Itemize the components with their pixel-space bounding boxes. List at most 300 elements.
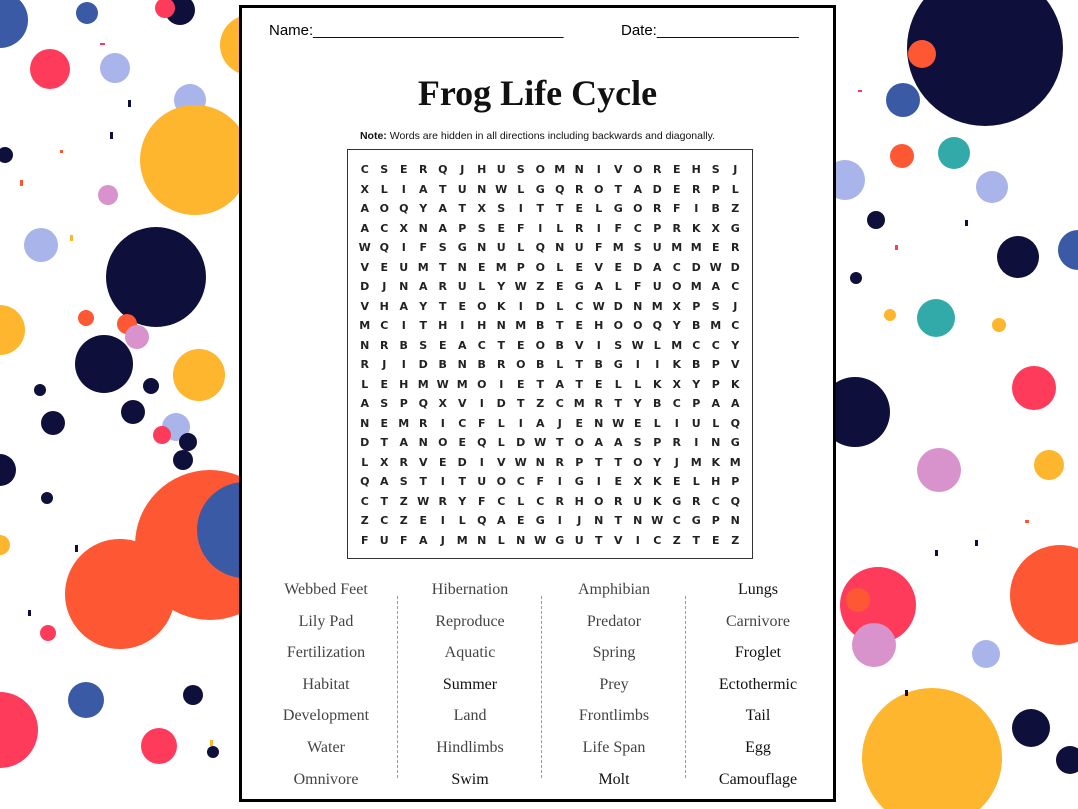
grid-letter: N (633, 299, 643, 313)
grid-letter: L (458, 514, 466, 527)
grid-letter: E (575, 260, 583, 274)
word-bank-column (254, 574, 398, 795)
grid-row (355, 511, 745, 530)
grid-letter: C (653, 533, 662, 547)
grid-letter: R (419, 163, 428, 176)
grid-letter: F (536, 475, 544, 488)
grid-letter: L (634, 377, 642, 391)
grid-row (355, 258, 745, 277)
grid-letter: T (497, 338, 505, 352)
grid-letter: R (555, 455, 564, 469)
grid-letter: T (555, 436, 564, 449)
grid-letter: J (733, 163, 738, 176)
grid-letter: F (399, 533, 408, 547)
grid-letter: T (438, 260, 447, 274)
grid-letter: W (358, 241, 371, 254)
grid-letter: C (360, 494, 369, 508)
grid-letter: Q (418, 397, 428, 410)
word-bank-item: Spring (592, 644, 636, 662)
grid-letter: A (711, 397, 720, 410)
grid-letter: E (458, 436, 466, 449)
grid-letter: K (711, 455, 721, 469)
word-bank-item: Aquatic (444, 644, 496, 662)
grid-letter: V (457, 397, 467, 410)
grid-letter: K (652, 475, 662, 488)
grid-letter: X (360, 182, 369, 196)
grid-letter: M (417, 377, 429, 391)
grid-letter: C (672, 514, 681, 527)
grid-letter: Y (653, 455, 662, 469)
grid-letter: F (360, 533, 369, 547)
grid-letter: S (516, 163, 525, 176)
grid-letter: D (613, 299, 623, 313)
grid-letter: F (633, 280, 642, 293)
grid-letter: J (557, 416, 562, 430)
grid-letter: E (380, 416, 388, 430)
word-bank-item: Carnivore (726, 612, 790, 630)
word-bank-item: Fertilization (286, 644, 366, 662)
grid-letter: V (418, 455, 428, 469)
grid-letter: I (401, 241, 406, 254)
grid-letter: W (417, 494, 430, 508)
grid-letter: J (440, 533, 445, 547)
grid-row (355, 472, 745, 491)
word-bank-item: Egg (745, 738, 771, 756)
grid-letter: F (516, 221, 525, 235)
grid-row (355, 531, 745, 550)
grid-letter: E (516, 338, 525, 352)
grid-letter: I (655, 358, 660, 371)
grid-letter: E (594, 377, 603, 391)
grid-letter: N (730, 514, 740, 527)
word-bank-item: Froglet (734, 644, 782, 662)
grid-letter: C (575, 299, 584, 313)
grid-letter: U (457, 280, 467, 293)
grid-letter: I (596, 475, 601, 488)
grid-letter: F (672, 202, 681, 215)
grid-letter: Q (730, 416, 740, 430)
grid-row (355, 336, 745, 355)
grid-letter: E (458, 299, 466, 313)
grid-letter: K (496, 299, 506, 313)
grid-letter: P (653, 221, 662, 235)
grid-letter: G (613, 358, 623, 371)
grid-letter: J (674, 455, 679, 469)
grid-letter: L (595, 202, 603, 215)
grid-letter: R (575, 221, 584, 235)
grid-letter: S (633, 436, 642, 449)
grid-letter: Y (633, 397, 642, 410)
grid-letter: U (379, 533, 389, 547)
grid-letter: P (692, 299, 701, 313)
grid-letter: O (516, 358, 526, 371)
grid-letter: T (594, 455, 603, 469)
grid-letter: D (730, 260, 740, 274)
grid-letter: G (555, 533, 565, 547)
grid-letter: Q (535, 241, 545, 254)
grid-letter: Q (477, 514, 487, 527)
grid-letter: T (575, 377, 583, 391)
grid-letter: R (731, 241, 740, 254)
grid-letter: V (613, 533, 623, 547)
grid-row (355, 492, 745, 511)
grid-letter: F (614, 221, 622, 235)
grid-letter: C (536, 494, 545, 508)
grid-letter: M (456, 533, 468, 547)
grid-letter: W (436, 377, 449, 391)
grid-letter: P (711, 377, 720, 391)
grid-letter: C (380, 319, 389, 332)
grid-letter: J (460, 163, 465, 176)
grid-letter: O (633, 455, 643, 469)
grid-letter: E (711, 241, 720, 254)
grid-letter: N (594, 514, 604, 527)
grid-letter: M (690, 241, 702, 254)
grid-letter: R (360, 358, 369, 371)
grid-letter: R (575, 182, 584, 196)
grid-letter: P (653, 436, 662, 449)
grid-letter: P (711, 182, 720, 196)
grid-letter: I (596, 338, 601, 352)
grid-letter: N (360, 338, 370, 352)
worksheet-title: Frog Life Cycle (417, 73, 658, 113)
grid-letter: Q (730, 494, 740, 508)
grid-letter: T (614, 182, 622, 196)
grid-letter: E (419, 514, 427, 527)
grid-letter: D (418, 358, 428, 371)
grid-letter: L (731, 182, 739, 196)
grid-letter: W (514, 455, 527, 469)
grid-letter: I (694, 202, 699, 215)
grid-letter: T (516, 397, 525, 410)
date-field-label: Date:_________________ (621, 22, 799, 39)
grid-letter: L (692, 475, 700, 488)
grid-letter: P (399, 397, 408, 410)
grid-letter: G (613, 202, 623, 215)
grid-letter: A (457, 338, 467, 352)
grid-letter: T (438, 182, 447, 196)
grid-letter: M (554, 163, 566, 176)
grid-letter: K (672, 358, 682, 371)
grid-letter: B (477, 358, 486, 371)
grid-letter: G (457, 241, 467, 254)
grid-letter: G (574, 475, 584, 488)
grid-letter: Y (419, 202, 428, 215)
grid-letter: A (379, 475, 389, 488)
word-bank-item: Tail (745, 707, 771, 725)
grid-letter: R (399, 455, 408, 469)
grid-letter: J (577, 514, 582, 527)
grid-letter: M (515, 319, 527, 332)
grid-letter: L (556, 260, 564, 274)
grid-letter: Z (399, 494, 408, 508)
grid-letter: Y (419, 299, 428, 313)
word-bank-item: Land (453, 707, 487, 725)
grid-letter: H (438, 319, 448, 332)
grid-letter: L (497, 416, 505, 430)
word-bank-item: Ectothermic (718, 675, 798, 693)
grid-letter: I (479, 455, 484, 469)
grid-row (355, 160, 745, 179)
grid-letter: R (692, 182, 701, 196)
grid-letter: T (536, 202, 544, 215)
grid-letter: F (477, 494, 486, 508)
word-bank-item: Development (282, 707, 370, 725)
grid-letter: T (692, 533, 700, 547)
grid-letter: H (477, 163, 487, 176)
grid-row (355, 297, 745, 316)
grid-letter: A (418, 533, 428, 547)
grid-letter: I (479, 397, 484, 410)
grid-row (355, 433, 745, 452)
grid-letter: R (653, 202, 662, 215)
grid-letter: O (496, 475, 506, 488)
grid-letter: V (496, 455, 506, 469)
grid-letter: A (496, 514, 506, 527)
grid-letter: H (574, 494, 584, 508)
grid-letter: A (438, 221, 447, 235)
grid-letter: I (674, 416, 679, 430)
grid-letter: M (710, 319, 722, 332)
grid-letter: B (536, 358, 545, 371)
grid-letter: O (574, 436, 584, 449)
grid-letter: B (594, 358, 603, 371)
grid-letter: E (477, 260, 486, 274)
grid-letter: R (594, 397, 603, 410)
grid-letter: B (711, 202, 720, 215)
grid-letter: S (711, 163, 720, 176)
grid-letter: R (692, 494, 701, 508)
grid-letter: I (401, 358, 406, 371)
grid-letter: E (555, 280, 564, 293)
grid-letter: F (477, 416, 486, 430)
grid-letter: N (555, 241, 565, 254)
grid-letter: L (380, 182, 388, 196)
grid-letter: T (555, 319, 564, 332)
grid-letter: K (730, 377, 740, 391)
grid-letter: S (380, 163, 389, 176)
grid-letter: U (496, 241, 506, 254)
grid-letter: V (613, 163, 623, 176)
grid-letter: A (594, 436, 603, 449)
grid-letter: W (534, 533, 547, 547)
grid-row (355, 453, 745, 472)
grid-letter: R (555, 494, 564, 508)
grid-letter: X (438, 397, 447, 410)
grid-letter: R (438, 494, 447, 508)
grid-letter: B (399, 338, 408, 352)
grid-letter: T (594, 533, 603, 547)
grid-letter: W (651, 514, 664, 527)
grid-letter: C (672, 397, 681, 410)
word-bank-item: Water (307, 738, 345, 756)
grid-letter: D (535, 299, 545, 313)
grid-letter: L (478, 280, 486, 293)
grid-letter: N (633, 514, 643, 527)
word-bank-item: Lungs (738, 581, 778, 598)
grid-letter: S (399, 475, 408, 488)
grid-letter: A (652, 260, 662, 274)
grid-letter: Q (399, 202, 409, 215)
grid-letter: Q (477, 436, 487, 449)
grid-letter: N (516, 533, 526, 547)
grid-letter: C (692, 338, 701, 352)
grid-letter: U (652, 280, 662, 293)
grid-letter: P (711, 514, 720, 527)
grid-letter: I (538, 221, 543, 235)
word-bank-item: Lily Pad (298, 612, 354, 630)
grid-letter: E (516, 514, 525, 527)
grid-letter: C (380, 221, 389, 235)
grid-letter: E (438, 338, 447, 352)
grid-letter: T (438, 299, 447, 313)
grid-letter: I (557, 475, 562, 488)
grid-letter: U (652, 241, 662, 254)
grid-letter: C (380, 514, 389, 527)
grid-letter: S (614, 338, 623, 352)
grid-letter: T (458, 202, 466, 215)
grid-letter: N (496, 319, 506, 332)
grid-letter: S (711, 299, 720, 313)
grid-letter: C (458, 416, 467, 430)
word-bank-item: Hibernation (431, 581, 509, 598)
grid-letter: Z (672, 533, 681, 547)
grid-letter: D (360, 280, 370, 293)
grid-letter: N (594, 416, 604, 430)
grid-letter: E (633, 416, 642, 430)
grid-letter: K (691, 221, 701, 235)
grid-letter: W (709, 260, 722, 274)
grid-letter: B (536, 319, 545, 332)
grid-letter: D (652, 182, 662, 196)
grid-row (355, 180, 745, 199)
grid-letter: X (399, 221, 408, 235)
grid-letter: W (534, 436, 547, 449)
word-bank-item: Frontlimbs (578, 707, 650, 725)
grid-letter: G (535, 182, 545, 196)
grid-letter: W (612, 416, 625, 430)
grid-letter: L (556, 221, 564, 235)
word-bank-item: Swim (451, 770, 489, 788)
grid-letter: W (592, 299, 605, 313)
grid-letter: T (614, 514, 622, 527)
grid-letter: A (594, 280, 603, 293)
grid-letter: O (535, 338, 545, 352)
note-label: Note: (359, 130, 387, 142)
grid-letter: U (633, 494, 643, 508)
grid-row (355, 414, 745, 433)
grid-letter: M (690, 455, 702, 469)
grid-letter: A (360, 221, 369, 235)
grid-letter: S (380, 397, 389, 410)
grid-letter: M (495, 260, 507, 274)
grid-letter: L (361, 455, 369, 469)
grid-letter: W (495, 182, 508, 196)
grid-letter: O (633, 319, 643, 332)
grid-letter: D (691, 260, 701, 274)
grid-letter: A (438, 202, 447, 215)
grid-letter: M (456, 377, 468, 391)
grid-letter: L (361, 377, 369, 391)
grid-letter: M (573, 397, 585, 410)
grid-letter: I (596, 163, 601, 176)
word-bank-item: Webbed Feet (284, 581, 368, 598)
grid-letter: G (730, 436, 740, 449)
word-bank-item: Prey (599, 675, 629, 693)
grid-letter: C (633, 221, 642, 235)
word-search-worksheet (239, 5, 836, 802)
grid-letter: R (653, 163, 662, 176)
grid-letter: V (360, 299, 369, 313)
grid-row (355, 219, 745, 238)
grid-letter: O (594, 494, 604, 508)
grid-letter: B (692, 319, 701, 332)
grid-letter: R (380, 338, 389, 352)
grid-letter: Z (536, 280, 545, 293)
grid-letter: N (574, 163, 584, 176)
grid-letter: N (457, 358, 467, 371)
grid-letter: P (458, 221, 467, 235)
grid-letter: C (731, 280, 740, 293)
grid-letter: Y (731, 338, 740, 352)
grid-letter: I (635, 533, 640, 547)
grid-letter: E (438, 455, 447, 469)
grid-letter: S (419, 338, 428, 352)
grid-letter: E (614, 475, 622, 488)
name-field-label: Name:______________________________ (269, 22, 564, 39)
grid-letter: R (419, 416, 428, 430)
grid-letter: F (419, 241, 427, 254)
grid-letter: O (477, 299, 487, 313)
grid-letter: U (457, 182, 467, 196)
grid-letter: Q (438, 163, 448, 176)
grid-letter: C (555, 397, 564, 410)
grid-letter: U (399, 260, 409, 274)
grid-letter: N (477, 241, 487, 254)
note-text: Words are hidden in all directions including backwards and diagonally. (386, 130, 716, 142)
grid-letter: H (711, 475, 721, 488)
grid-letter: Q (555, 182, 565, 196)
grid-letter: K (652, 377, 662, 391)
grid-letter: I (557, 514, 562, 527)
grid-letter: E (380, 377, 388, 391)
grid-row (355, 199, 745, 218)
word-bank-item: Molt (598, 770, 630, 788)
grid-letter: L (517, 182, 525, 196)
grid-letter: E (672, 163, 681, 176)
grid-letter: T (614, 455, 622, 469)
word-bank-item: Camouflage (718, 770, 798, 788)
grid-letter: A (633, 182, 642, 196)
grid-letter: T (380, 494, 388, 508)
grid-letter: N (418, 436, 428, 449)
grid-letter: N (457, 260, 467, 274)
grid-letter: G (691, 514, 701, 527)
grid-row (355, 375, 745, 394)
word-bank-column (398, 574, 542, 795)
grid-letter: I (440, 514, 445, 527)
letter-grid (347, 149, 753, 559)
word-bank-item: Summer (442, 675, 498, 693)
grid-letter: R (438, 280, 447, 293)
grid-letter: Z (731, 202, 740, 215)
grid-letter: X (672, 377, 681, 391)
grid-letter: M (359, 319, 371, 332)
grid-letter: D (516, 436, 526, 449)
grid-letter: L (517, 494, 525, 508)
grid-letter: I (518, 202, 523, 215)
grid-letter: E (575, 202, 583, 215)
